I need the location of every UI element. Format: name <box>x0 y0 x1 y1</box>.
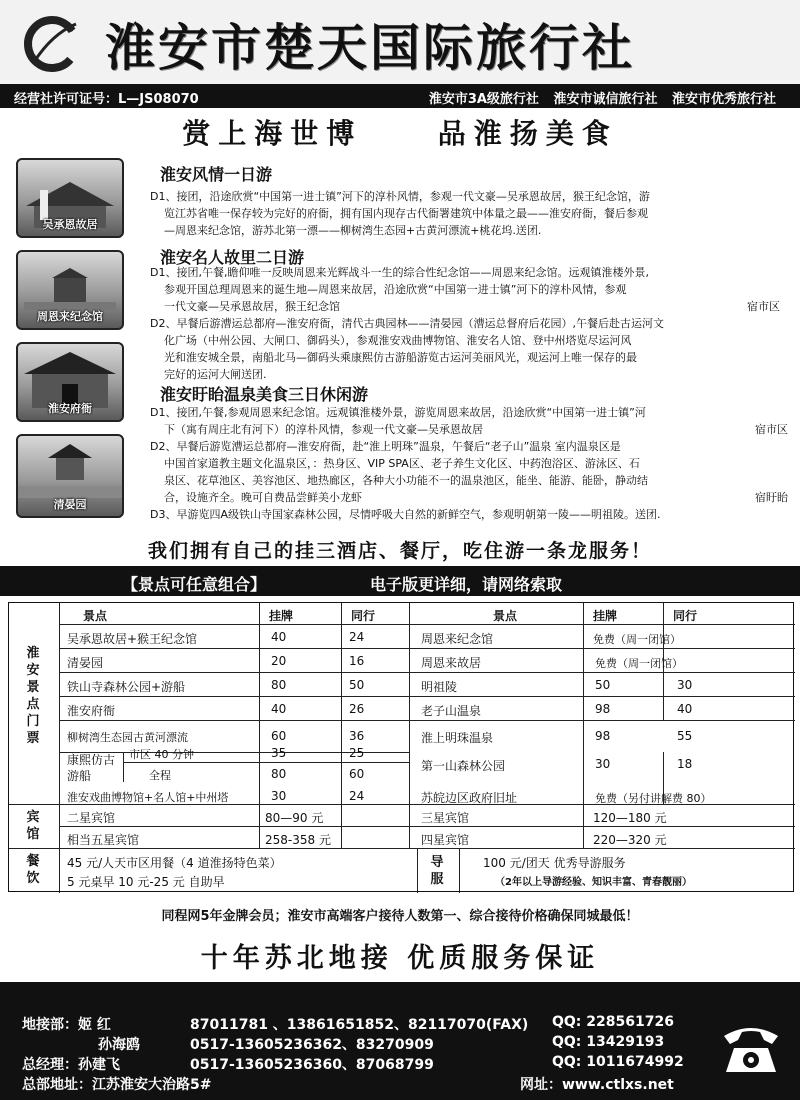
company-logo-icon <box>22 14 86 74</box>
hotel-price: 258-358 元 <box>265 833 331 847</box>
honor-badges: 淮安市3A级旅行社 淮安市诚信旅行社 淮安市优秀旅行社 <box>428 92 776 107</box>
guide-section-label: 导 服 <box>430 855 444 887</box>
ticket-name: 铁山寺森林公园+游船 <box>67 680 186 694</box>
tour-three-day-stay-1: 宿市区 <box>755 423 788 436</box>
license-number: 经营社许可证号：L—JS08070 <box>14 92 199 107</box>
ticket-name: 周恩来故居 <box>421 656 482 670</box>
ticket-list-price: 20 <box>271 654 287 668</box>
ticket-name: 淮安府衙 <box>67 704 116 718</box>
ticket-agent-price: 18 <box>677 757 693 771</box>
hotel-price: 80—90 元 <box>265 811 324 825</box>
ticket-name: 柳树湾生态园古黄河漂流 <box>67 731 188 744</box>
ticket-agent-price: 26 <box>349 702 365 716</box>
photo-caption: 吴承恩故居 <box>42 218 98 231</box>
hotel-price: 220—320 元 <box>593 833 667 847</box>
member-claim: 同程网5年金牌会员；淮安市高端客户接待人数第一、综合接待价格确保同城最低！ <box>161 909 639 924</box>
photo-huaian-yamen <box>16 342 124 422</box>
contact-phone-2: 0517-13605236362、83270909 <box>190 1037 434 1053</box>
ticket-list-price: 60 <box>271 729 287 743</box>
guide-line-2: （2年以上导游经验、知识丰富、青春靓丽） <box>495 877 692 888</box>
tour-two-day-stay: 宿市区 <box>747 300 780 313</box>
kangxi-city-agent-price: 25 <box>349 746 365 760</box>
contact-label-ground-dept: 地接部：姬 红 <box>22 1017 111 1033</box>
contact-label-manager: 总经理：孙建飞 <box>22 1057 120 1073</box>
kangxi-city-route: 市区 40 分钟 <box>129 748 194 761</box>
head-office-address: 总部地址：江苏淮安大治路5# <box>22 1077 212 1093</box>
ticket-name: 淮上明珠温泉 <box>421 731 494 745</box>
ticket-list-price: 30 <box>595 757 611 771</box>
ticket-agent-price: 30 <box>677 678 693 692</box>
ticket-name: 第一山森林公园 <box>421 759 506 773</box>
photo-caption: 周恩来纪念馆 <box>37 310 103 323</box>
tour-title-one-day: 淮安风情一日游 <box>160 165 273 184</box>
combination-note: 【景点可任意组合】 <box>122 575 267 594</box>
ticket-agent-price: 36 <box>349 729 365 743</box>
ticket-list-price: 30 <box>271 789 287 803</box>
tour-title-two-day: 淮安名人故里二日游 <box>160 248 305 267</box>
contact-phone-3: 0517-13605236360、87068799 <box>190 1057 434 1073</box>
service-guarantee: 十年苏北地接 优质服务保证 <box>200 943 600 974</box>
ticket-name: 老子山温泉 <box>421 704 482 718</box>
service-slogan: 我们拥有自己的挂三酒店、餐厅，吃住游一条龙服务！ <box>147 540 652 562</box>
ticket-list-price: 80 <box>271 678 287 692</box>
kangxi-full-agent-price: 60 <box>349 767 365 781</box>
hotel-type: 二星宾馆 <box>67 811 116 825</box>
dining-line-2: 5 元桌早 10 元-25 元 自助早 <box>67 875 225 889</box>
ticket-list-price: 50 <box>595 678 611 692</box>
expo-slogan <box>0 112 800 152</box>
ticket-agent-price: 40 <box>677 702 693 716</box>
hotel-type: 四星宾馆 <box>421 833 470 847</box>
qq-1: QQ: 228561726 <box>552 1014 674 1030</box>
qq-3: QQ: 1011674992 <box>552 1054 684 1070</box>
ticket-free-note: 免费（周一闭馆） <box>593 633 681 646</box>
photo-zhou-enlai-memorial <box>16 250 124 330</box>
kangxi-full-list-price: 80 <box>271 767 287 781</box>
ticket-name: 清晏园 <box>67 656 104 670</box>
ticket-list-price: 98 <box>595 702 611 716</box>
hotel-type: 相当五星宾馆 <box>67 833 140 847</box>
hotel-type: 三星宾馆 <box>421 811 470 825</box>
contact-label-2: 孙海鸥 <box>98 1037 140 1053</box>
ticket-free-note: 免费（周一闭馆） <box>595 657 683 670</box>
ticket-agent-price: 24 <box>349 789 365 803</box>
tour-title-three-day: 淮安盱眙温泉美食三日休闲游 <box>160 385 369 404</box>
kangxi-boat-label-2: 游船 <box>67 769 92 783</box>
photo-caption: 清晏园 <box>53 498 87 511</box>
expo-slogan-left: 赏上海世博 <box>182 117 363 150</box>
ticket-agent-price: 55 <box>677 729 693 743</box>
ticket-agent-price: 50 <box>349 678 365 692</box>
ticket-section-label: 淮 安 景 点 门 票 <box>26 646 40 746</box>
combination-bar <box>0 566 800 596</box>
dining-line-1: 45 元/人天市区用餐（4 道淮扬特色菜） <box>67 856 282 870</box>
dining-section-label: 餐 饮 <box>26 854 40 886</box>
telephone-icon <box>720 1018 782 1076</box>
qq-2: QQ: 13429193 <box>552 1034 665 1050</box>
company-name: 淮安市楚天国际旅行社 <box>105 19 635 77</box>
header-banner <box>0 0 800 84</box>
website-url[interactable]: 网址：www.ctlxs.net <box>520 1077 674 1093</box>
header-attraction: 景点 <box>83 609 108 623</box>
ticket-name: 吴承恩故居+猴王纪念馆 <box>67 632 198 646</box>
tour-one-day-text: D1、接团，沿途欣赏“中国第一进士镇”河下的淳朴风情，参观一代文豪—吴承恩故居，猴王纪念馆，游 览江苏省唯一保存较为完好的府衙，拥有国内现存古代衙署建筑中体量之最——淮安府衙，餐后参观 —周恩来纪念馆，游苏北第一漂——柳树湾生态园+古黄河漂流+桃花坞.送团. <box>150 190 650 237</box>
price-table <box>8 602 794 892</box>
header-agent-price: 同行 <box>351 609 376 623</box>
kangxi-full-route: 全程 <box>149 769 171 782</box>
ticket-name: 淮安戏曲博物馆+名人馆+中州塔 <box>67 791 229 804</box>
ticket-list-price: 40 <box>271 630 287 644</box>
license-bar <box>0 84 800 108</box>
header-list-price: 挂牌 <box>269 609 294 623</box>
ticket-list-price: 98 <box>595 729 611 743</box>
tour-three-day-stay-2: 宿盱眙 <box>755 491 788 504</box>
ticket-list-price: 40 <box>271 702 287 716</box>
tour-two-day-text: D1、接团,午餐,瞻仰唯一反映周恩来光辉战斗一生的综合性纪念馆——周恩来纪念馆。远观镇淮楼外景, 参观开国总理周恩来的诞生地—周恩来故居，沿途欣赏“中国第一进士镇”河下的淳朴风情，参观 一代文豪—吴承恩故居，猴王纪念馆 D2、早餐后游漕运总都府—淮安府衙，清代古典园林——清晏园（漕运总督府后花园）,午餐后赴古运河文 化广场（中州公园、大闸口、御码头），参观淮安戏曲博物馆、淮安名人馆、登中州塔览尽运河风 光和淮安城全景，南船北马—御码头乘康熙仿古游船游览古运河美丽风光，观运河上唯一保存的最 完好的运河大闸送团. <box>150 266 664 381</box>
guide-line-1: 100 元/团天 优秀导游服务 <box>483 856 626 870</box>
kangxi-city-list-price: 35 <box>271 746 287 760</box>
ticket-name: 周恩来纪念馆 <box>421 632 494 646</box>
electronic-version-note: 电子版更详细，请网络索取 <box>370 575 563 594</box>
photo-caption: 淮安府衙 <box>48 402 92 415</box>
ticket-free-note: 免费（另付讲解费 80） <box>595 792 712 805</box>
header-list-price-2: 挂牌 <box>593 609 618 623</box>
tour-three-day-text: D1、接团,午餐,参观周恩来纪念馆。远观镇淮楼外景，游览周恩来故居，沿途欣赏“中国第一进士镇”河 下（寓有周庄北有河下）的淳朴风情，参观一代文豪—吴承恩故居 D2、早餐后游览漕运总都府—淮安府衙，赴“淮上明珠”温泉，午餐后“老子山”温泉 室内温泉区是 中国首家道教主题文化温泉区，：热身区、VIP SPA区、老子养生文化区、中药泡浴区、游泳区、石 泉区、花草池区、美容池区、地热廊区，各种大小功能不一的温泉池区，能坐、能游、能卧，静动结 合，设施齐全。晚可自费品尝鲜美小龙虾 D3、早游览四A级铁山寺国家森林公园，尽情呼吸大自然的新鲜空气，参观明朝第一陵——明祖陵。送团. <box>150 406 661 521</box>
photo-wu-chengen-residence <box>16 158 124 238</box>
photo-qingyan-garden <box>16 434 124 518</box>
header-attraction-2: 景点 <box>493 609 518 623</box>
kangxi-boat-label: 康熙仿古 <box>67 753 116 767</box>
ticket-name: 苏皖边区政府旧址 <box>421 791 518 805</box>
hotel-price: 120—180 元 <box>593 811 667 825</box>
ticket-agent-price: 24 <box>349 630 365 644</box>
expo-slogan-right: 品淮扬美食 <box>437 117 618 150</box>
header-agent-price-2: 同行 <box>673 609 698 623</box>
ticket-agent-price: 16 <box>349 654 365 668</box>
ticket-name: 明祖陵 <box>421 680 458 694</box>
contact-phone-1: 87011781 、13861651852、82117070(FAX) <box>190 1017 529 1033</box>
hotel-section-label: 宾 馆 <box>26 810 40 842</box>
